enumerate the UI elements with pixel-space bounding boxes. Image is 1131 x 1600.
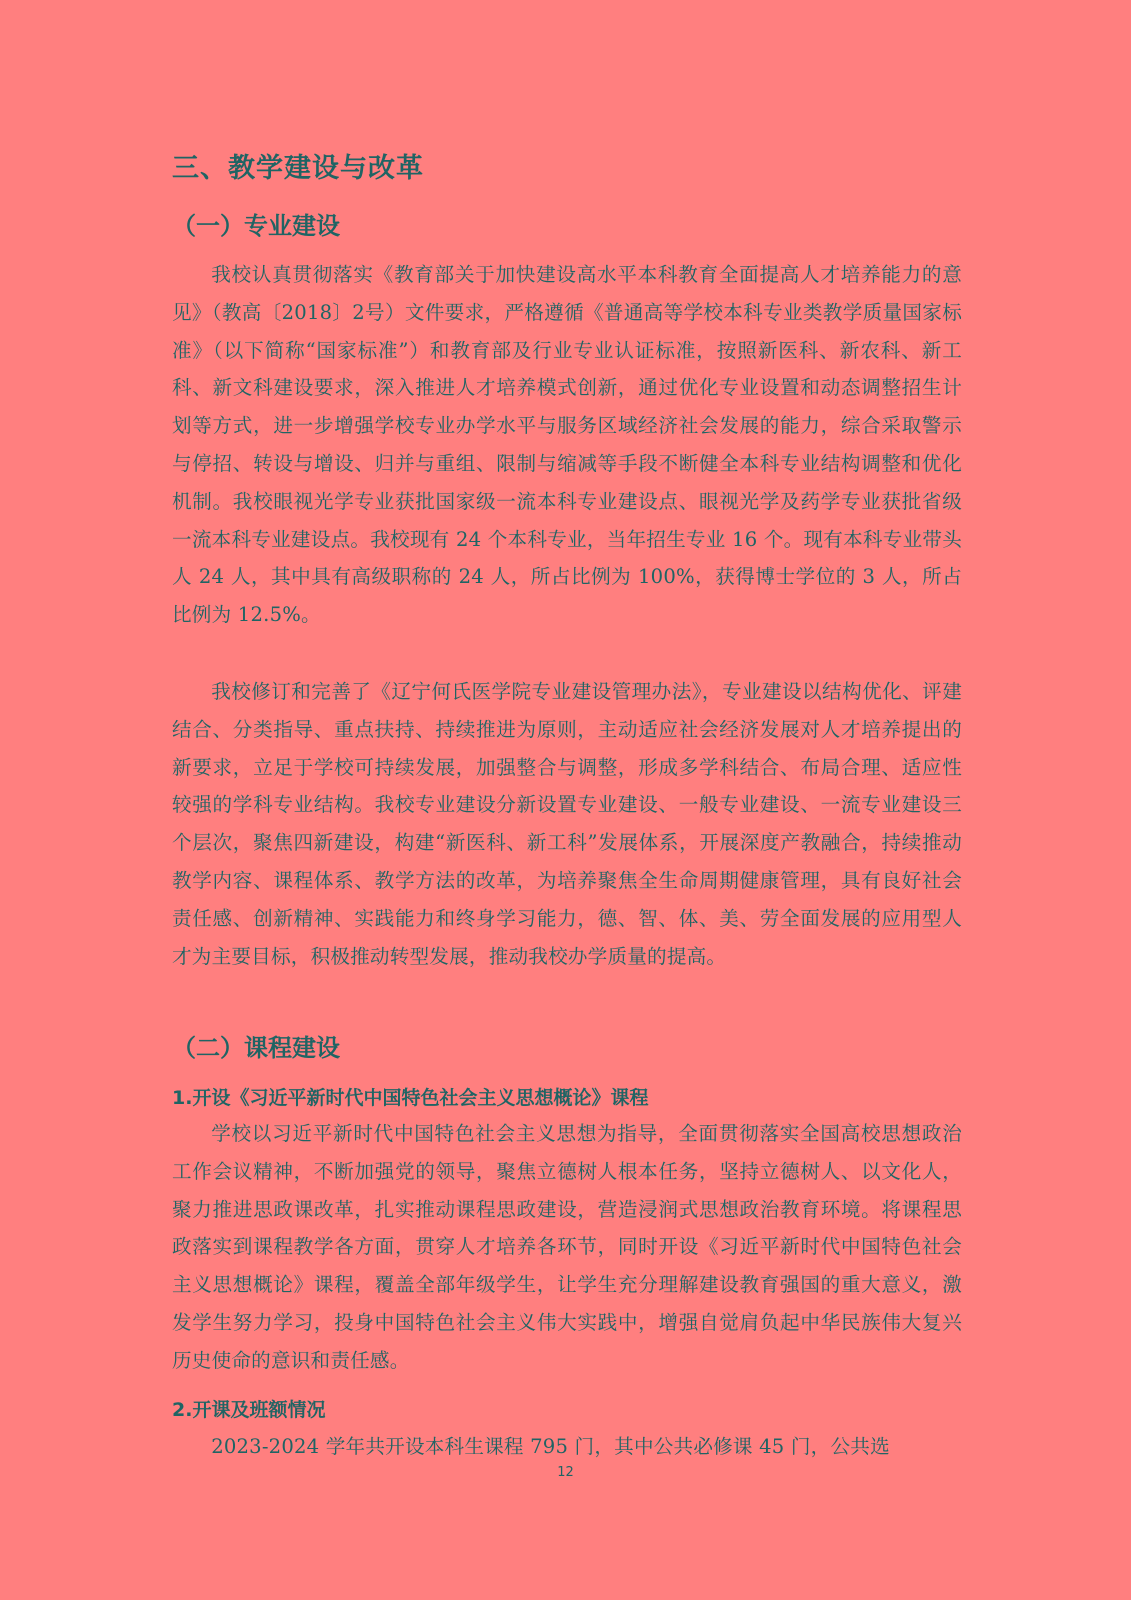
item-title-ideology-course: 1.开设《习近平新时代中国特色社会主义思想概论》课程 [172,1087,649,1109]
section-title: 三、教学建设与改革 [172,153,424,184]
paragraph-class-size: 2023-2024 学年共开设本科生课程 795 门，其中公共必修课 45 门，公共选 [211,1435,890,1458]
paragraph-major-construction: 我校认真贯彻落实《教育部关于加快建设高水平本科教育全面提高人才培养能力的意见》（教高〔2018〕2号）文件要求，严格遵循《普通高等学校本科专业类教学质量国家标准》（以下简称“国家标准”）和教育部及行业专业认证标准，按照新医科、新农科、新工科、新文科建设要求，深入推进人才培养模式创新，通过优化专业设置和动态调整招生计划等方式，进一步增强学校专业办学水平与服务区域经济社会发展的能力，综合采取警示与停招、转设与增设、归并与重组、限制与缩减等手段不断健全本科专业结构调整和优化机制。我校眼视光学专业获批国家级一流本科专业建设点、眼视光学及药学专业获批省级一流本科专业建设点。我校现有 24 个本科专业，当年招生专业 16 个。现有本科专业带头人 24 人，其中具有高级职称的 24 人，所占比例为 100%，获得博士学位的 3 人，所占比例为 12.5%。 [172,263,962,627]
page-number: 12 [557,1465,574,1480]
subsection-title-major-construction: （一）专业建设 [172,212,340,240]
paragraph-major-management: 我校修订和完善了《辽宁何氏医学院专业建设管理办法》，专业建设以结构优化、评建结合、分类指导、重点扶持、持续推进为原则，主动适应社会经济发展对人才培养提出的新要求，立足于学校可持续发展，加强整合与调整，形成多学科结合、布局合理、适应性较强的学科专业结构。我校专业建设分新设置专业建设、一般专业建设、一流专业建设三个层次，聚焦四新建设，构建“新医科、新工科”发展体系，开展深度产教融合，持续推动教学内容、课程体系、教学方法的改革，为培养聚焦全生命周期健康管理，具有良好社会责任感、创新精神、实践能力和终身学习能力，德、智、体、美、劳全面发展的应用型人才为主要目标，积极推动转型发展，推动我校办学质量的提高。 [172,680,962,968]
paragraph-ideology-course: 学校以习近平新时代中国特色社会主义思想为指导，全面贯彻落实全国高校思想政治工作会议精神，不断加强党的领导，聚焦立德树人根本任务，坚持立德树人、以文化人，聚力推进思政课改革，扎实推动课程思政建设，营造浸润式思想政治教育环境。将课程思政落实到课程教学各方面，贯穿人才培养各环节，同时开设《习近平新时代中国特色社会主义思想概论》课程，覆盖全部年级学生，让学生充分理解建设教育强国的重大意义，激发学生努力学习，投身中国特色社会主义伟大实践中，增强自觉肩负起中华民族伟大复兴历史使命的意识和责任感。 [172,1122,962,1372]
subsection-title-course-construction: （二）课程建设 [172,1034,340,1062]
item-title-class-size: 2.开课及班额情况 [172,1399,326,1421]
